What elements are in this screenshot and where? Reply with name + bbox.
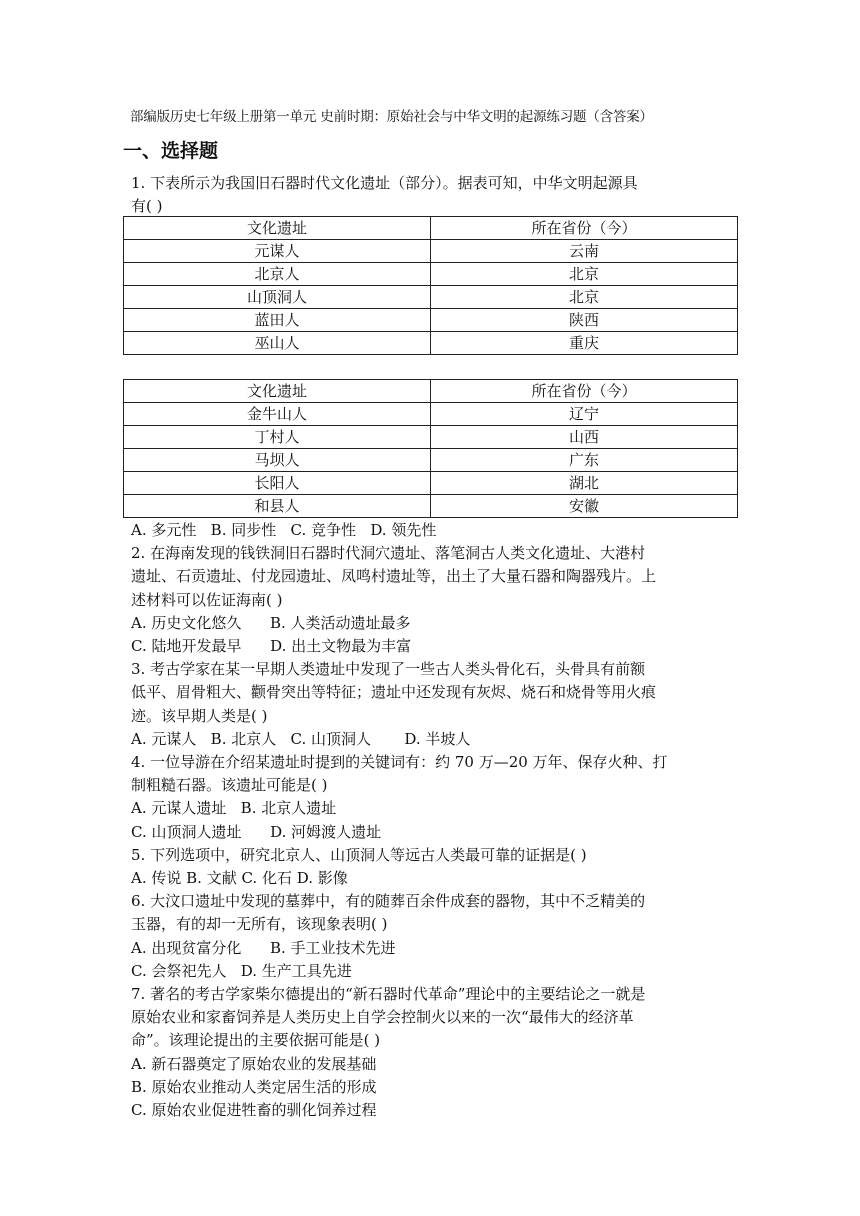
question-7-option: A. 新石器奠定了原始农业的发展基础 (131, 1054, 377, 1073)
questions-body (131, 519, 741, 1122)
question-5-line: 5. 下列选项中，研究北京人、山顶洞人等远古人类最可靠的证据是( ) (131, 845, 587, 864)
table-cell: 和县人 (124, 495, 431, 518)
table-row (124, 426, 738, 449)
question-6-line: 6. 大汶口遗址中发现的墓葬中，有的随葬百余件成套的器物，其中不乏精美的 (131, 892, 646, 911)
table-cell: 山西 (431, 426, 738, 449)
document-title: 部编版历史七年级上册第一单元 史前时期：原始社会与中华文明的起源练习题（含答案） (130, 109, 653, 125)
table-cell: 蓝田人 (124, 309, 431, 332)
question-2-options: A. 历史文化悠久 B. 人类活动遗址最多 (131, 613, 411, 632)
question-4-options: C. 山顶洞人遗址 D. 河姆渡人遗址 (131, 822, 382, 841)
question-2-options: C. 陆地开发最早 D. 出土文物最为丰富 (131, 637, 412, 656)
question-7-option: B. 原始农业推动人类定居生活的形成 (131, 1077, 377, 1096)
table-cell: 广东 (431, 449, 738, 472)
table-row (124, 240, 738, 263)
table-cell: 山顶洞人 (124, 286, 431, 309)
table-cell: 金牛山人 (124, 403, 431, 426)
table-header-cell: 文化遗址 (124, 380, 431, 403)
table-header-row (124, 380, 738, 403)
sites-table-1 (123, 216, 738, 355)
table-cell: 重庆 (431, 332, 738, 355)
table-cell: 安徽 (431, 495, 738, 518)
question-7-line: 命”。该理论提出的主要依据可能是( ) (131, 1031, 381, 1050)
question-2-line: 遗址、石贡遗址、付龙园遗址、凤鸣村遗址等，出土了大量石器和陶器残片。上 (131, 567, 657, 586)
question-2-line: 述材料可以佐证海南( ) (131, 590, 283, 609)
question-7-option: C. 原始农业促进牲畜的驯化饲养过程 (131, 1101, 377, 1120)
table-cell: 马坝人 (124, 449, 431, 472)
table-cell: 巫山人 (124, 332, 431, 355)
table-header-cell: 文化遗址 (124, 217, 431, 240)
table-row (124, 449, 738, 472)
question-3-options: A. 元谋人 B. 北京人 C. 山顶洞人 D. 半坡人 (131, 729, 471, 748)
table-cell: 辽宁 (431, 403, 738, 426)
question-3-line: 3. 考古学家在某一早期人类遗址中发现了一些古人类头骨化石，头骨具有前额 (131, 660, 646, 679)
table-cell: 北京 (431, 263, 738, 286)
section-heading: 一、选择题 (123, 140, 219, 162)
table-header-cell: 所在省份（今） (431, 217, 738, 240)
question-1-options: A. 多元性 B. 同步性 C. 竞争性 D. 领先性 (131, 521, 437, 539)
table-row (124, 403, 738, 426)
question-6-options: A. 出现贫富分化 B. 手工业技术先进 (131, 938, 396, 957)
question-1-line: 1. 下表所示为我国旧石器时代文化遗址（部分）。据表可知，中华文明起源具 (131, 174, 638, 192)
question-5-options: A. 传说 B. 文献 C. 化石 D. 影像 (131, 869, 348, 888)
sites-table-2 (123, 379, 738, 518)
table-row (124, 263, 738, 286)
table-header-cell: 所在省份（今） (431, 380, 738, 403)
question-6-options: C. 会祭祀先人 D. 生产工具先进 (131, 961, 352, 980)
table-cell: 北京人 (124, 263, 431, 286)
table-cell: 陕西 (431, 309, 738, 332)
question-4-options: A. 元谋人遗址 B. 北京人遗址 (131, 799, 337, 818)
question-4-line: 制粗糙石器。该遗址可能是( ) (131, 776, 328, 795)
question-3-line: 低平、眉骨粗大、颧骨突出等特征；遗址中还发现有灰烬、烧石和烧骨等用火痕 (131, 683, 657, 702)
question-7-line: 原始农业和家畜饲养是人类历史上自学会控制火以来的一次“最伟大的经济革 (131, 1008, 634, 1027)
table-row (124, 309, 738, 332)
table-cell: 湖北 (431, 472, 738, 495)
table-cell: 北京 (431, 286, 738, 309)
table-header-row (124, 217, 738, 240)
question-1-stem (131, 172, 741, 218)
question-3-line: 迹。该早期人类是( ) (131, 706, 268, 725)
question-6-line: 玉器，有的却一无所有，该现象表明( ) (131, 915, 388, 934)
table-cell: 长阳人 (124, 472, 431, 495)
table-row (124, 472, 738, 495)
question-2-line: 2. 在海南发现的钱铁洞旧石器时代洞穴遗址、落笔洞古人类文化遗址、大港村 (131, 544, 646, 563)
table-cell: 丁村人 (124, 426, 431, 449)
table-row (124, 332, 738, 355)
table-cell: 元谋人 (124, 240, 431, 263)
table-row (124, 495, 738, 518)
question-1-line: 有( ) (131, 197, 163, 216)
table-cell: 云南 (431, 240, 738, 263)
question-7-line: 7. 著名的考古学家柴尔德提出的“新石器时代革命”理论中的主要结论之一就是 (131, 985, 646, 1004)
table-row (124, 286, 738, 309)
question-4-line: 4. 一位导游在介绍某遗址时提到的关键词有：约 70 万—20 万年、保存火种、打 (131, 753, 668, 772)
